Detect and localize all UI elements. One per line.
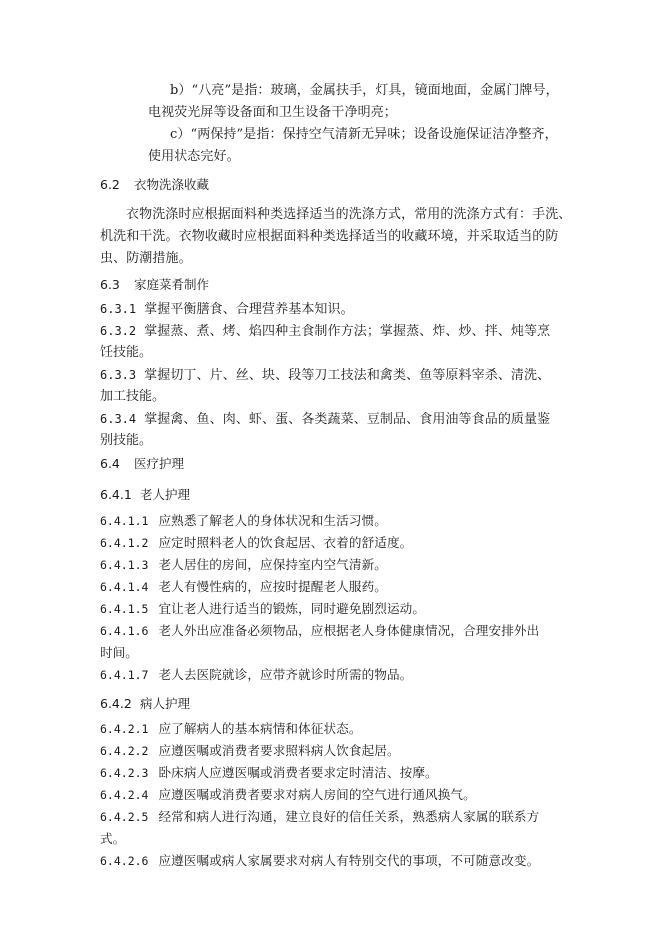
section-heading-6-3: [100, 276, 209, 294]
list-item: [100, 806, 570, 828]
list-item-continuation: 时间。: [100, 645, 138, 660]
item-number: 6.3.3: [100, 368, 137, 382]
item-text: 掌握蒸、煮、烤、焰四种主食制作方法；掌握蒸、炸、炒、拌、炖等烹: [144, 324, 551, 339]
list-item: [100, 364, 562, 387]
list-item: [100, 598, 570, 620]
item-b-line1: b）“八亮”是指：玻璃，金属扶手，灯具，镜面地面，金属门牌号，: [170, 83, 559, 98]
list-item-continuation: 式。: [100, 831, 126, 846]
item-text: 掌握切丁、片、丝、块、段等刀工技法和禽类、鱼等原料宰杀、清洗、: [144, 368, 551, 383]
list-item: [100, 762, 570, 784]
list-item: [100, 620, 570, 642]
paragraph-line: 虫、防潮措施。: [100, 251, 192, 266]
section-title: 衣物洗涤收藏: [134, 177, 210, 192]
item-text: 应遵医嘱或消费者要求对病人房间的空气进行通风换气。: [158, 787, 476, 802]
item-text: 应定时照料老人的饮食起居、衣着的舒适度。: [158, 535, 413, 550]
subsection-heading-6-4-2: [100, 695, 190, 713]
item-number: 6.4.1.6: [100, 624, 149, 638]
item-number: 6.4.1.5: [100, 602, 149, 616]
section-number: 6.3: [100, 277, 120, 292]
item-text: 经常和病人进行沟通，建立良好的信任关系，熟悉病人家属的联系方: [158, 809, 540, 824]
subsection-heading-6-4-1: [100, 486, 190, 504]
paragraph-line: 机洗和干洗。衣物收藏时应根据面料种类选择适当的收藏环境，并采取适当的防: [100, 229, 559, 244]
item-number: 6.4.2.5: [100, 810, 149, 824]
paragraph-line: 衣物洗涤时应根据面料种类选择适当的洗涤方式，常用的洗涤方式有：手洗、: [126, 207, 572, 222]
item-text: 老人外出应准备必须物品，应根据老人身体健康情况，合理安排外出: [158, 623, 540, 638]
item-text: 掌握禽、鱼、肉、虾、蛋、各类蔬菜、豆制品、食用油等食品的质量鉴: [144, 412, 551, 427]
item-number: 6.4.1.1: [100, 514, 149, 528]
item-number: 6.4.1.3: [100, 558, 149, 572]
item-number: 6.3.2: [100, 324, 137, 338]
list-item: [100, 740, 570, 762]
item-text: 宜让老人进行适当的锻炼，同时避免剧烈运动。: [158, 601, 426, 616]
section-title: 家庭菜肴制作: [134, 277, 210, 292]
subsection-number: 6.4.1: [100, 487, 132, 502]
list-item: [100, 664, 570, 686]
item-c-line2: 使用状态完好。: [148, 149, 240, 164]
item-text: 应熟悉了解老人的身体状况和生活习惯。: [158, 513, 387, 528]
list-item: [100, 408, 562, 431]
list-item: [100, 532, 570, 554]
item-number: 6.4.2.3: [100, 766, 149, 780]
item-text: 老人居住的房间，应保持室内空气清新。: [158, 557, 387, 572]
list-item: [100, 718, 570, 740]
list-item: [100, 554, 570, 576]
item-text: 掌握平衡膳食、合理营养基本知识。: [144, 302, 354, 317]
item-text: 应了解病人的基本病情和体征状态。: [158, 721, 362, 736]
item-number: 6.4.2.1: [100, 722, 149, 736]
section-number: 6.2: [100, 177, 120, 192]
list-item-continuation: 别技能。: [100, 433, 153, 448]
list-item: [100, 320, 562, 343]
list-item: [100, 298, 562, 321]
list-item: [100, 784, 570, 806]
item-text: 老人去医院就诊，应带齐就诊时所需的物品。: [158, 667, 413, 682]
item-b-line2: 电视荧光屏等设备面和卫生设备干净明亮；: [148, 105, 397, 120]
item-number: 6.4.1.4: [100, 580, 149, 594]
subsection-title: 病人护理: [140, 696, 191, 711]
item-number: 6.4.1.2: [100, 536, 149, 550]
item-number: 6.4.2.2: [100, 744, 149, 758]
list-item: [100, 510, 570, 532]
list-item: [100, 850, 570, 872]
item-text: 老人有慢性病的，应按时提醒老人服药。: [158, 579, 387, 594]
list-item-continuation: 加工技能。: [100, 389, 166, 404]
item-text: 应遵医嘱或消费者要求照料病人饮食起居。: [158, 743, 400, 758]
section-title: 医疗护理: [134, 456, 185, 471]
item-number: 6.4.1.7: [100, 668, 149, 682]
list-item-continuation: 饪技能。: [100, 345, 153, 360]
list-item: [100, 576, 570, 598]
item-text: 应遵医嘱或病人家属要求对病人有特别交代的事项，不可随意改变。: [158, 853, 540, 868]
section-heading-6-4: [100, 455, 184, 473]
item-number: 6.4.2.4: [100, 788, 149, 802]
item-number: 6.3.1: [100, 302, 137, 316]
subsection-number: 6.4.2: [100, 696, 132, 711]
item-number: 6.4.2.6: [100, 854, 149, 868]
item-number: 6.3.4: [100, 412, 137, 426]
section-number: 6.4: [100, 456, 120, 471]
subsection-title: 老人护理: [140, 487, 191, 502]
item-text: 卧床病人应遵医嘱或消费者要求定时清洁、按摩。: [158, 765, 438, 780]
section-heading-6-2: [100, 176, 209, 194]
item-c-line1: c）“两保持”是指：保持空气清新无异味；设备设施保证洁净整齐，: [170, 127, 558, 142]
